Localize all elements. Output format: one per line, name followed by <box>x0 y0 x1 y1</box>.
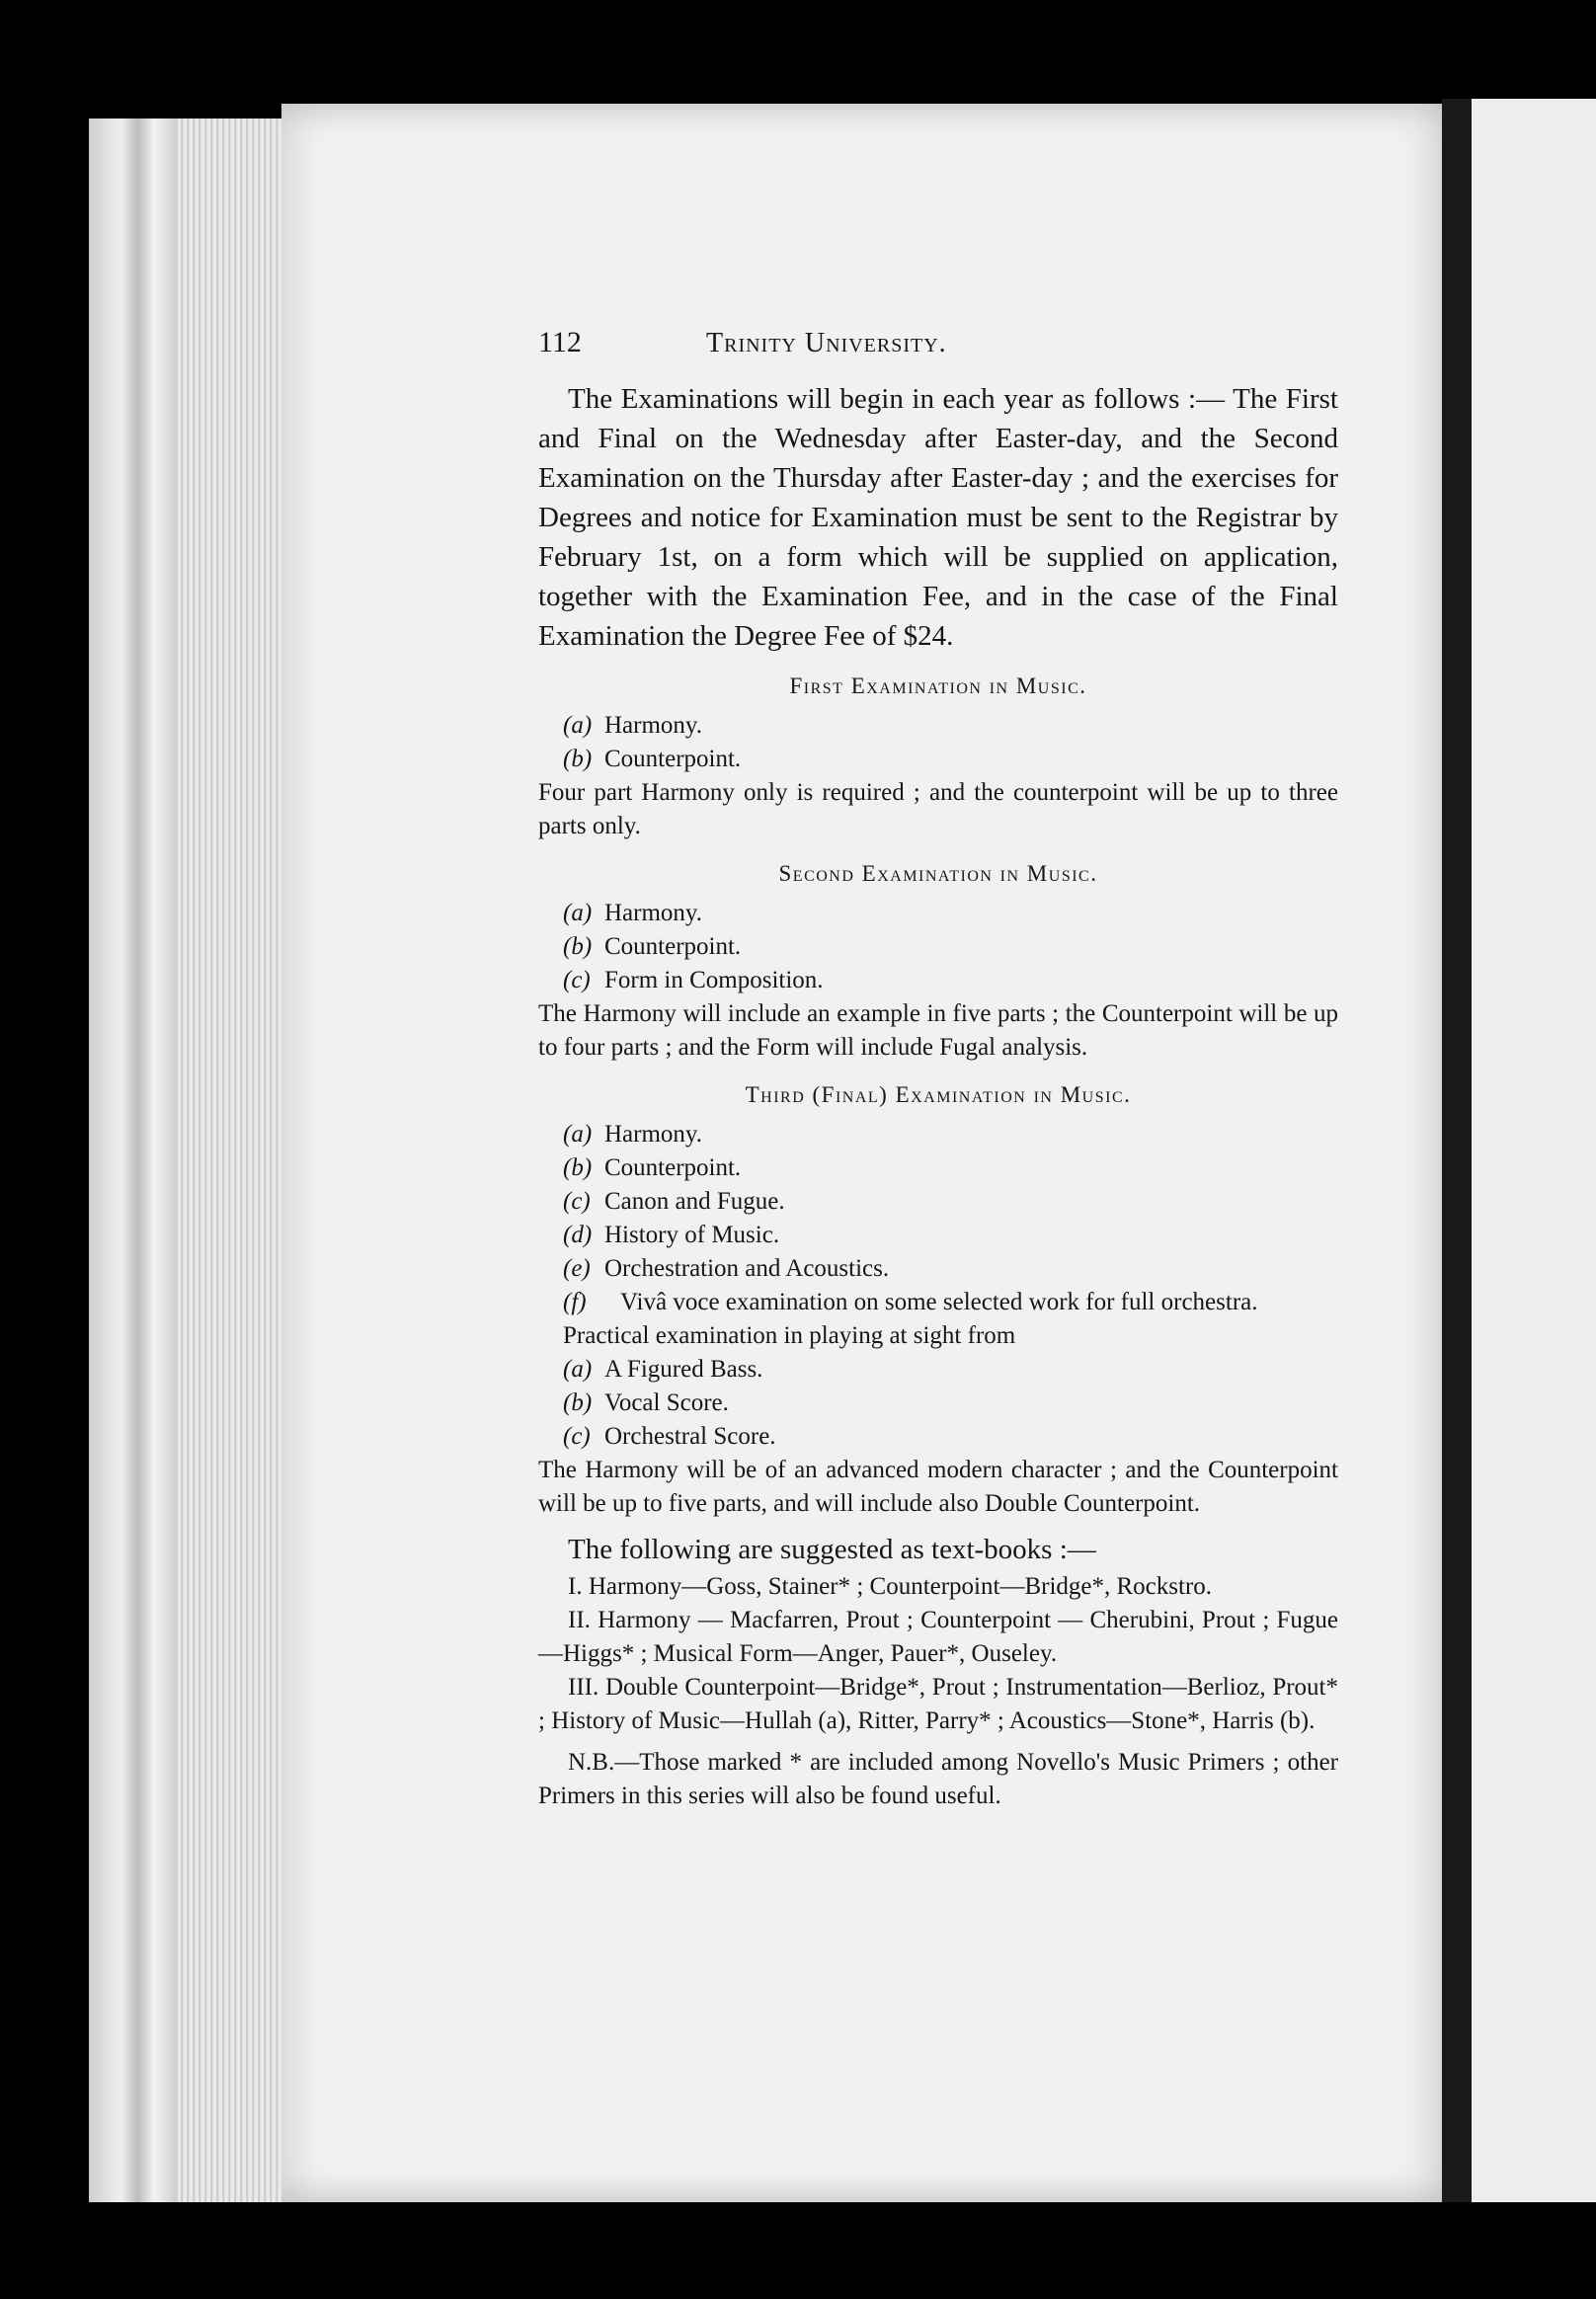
list-item: (c) Orchestral Score. <box>563 1423 776 1450</box>
list-item: (a) Harmony. <box>563 900 703 926</box>
textbook-line: III. Double Counterpoint—Bridge*, Prout ; Instrumentation—Berlioz, Prout* ; History of Music—Hullah (a), Ritter, Parry* ; Acoustics—Stone*, Harris (b). <box>538 1674 1338 1734</box>
list-item: (b) Vocal Score. <box>563 1389 729 1416</box>
textbook-line: I. Harmony—Goss, Stainer* ; Counterpoint—Bridge*, Rockstro. <box>568 1573 1213 1600</box>
section-title-first: First Examination in Music. <box>789 674 1087 698</box>
section-note: The Harmony will include an example in five parts ; the Counterpoint will be up to four parts ; and the Form will include Fugal analysis. <box>538 1000 1338 1061</box>
intro-paragraph: The Examinations will begin in each year as follows :— The First and Final on the Wednesday after Easter-day, and the Second Examination on the Thursday after Easter-day ; and the exercises for Degrees and notice for Examination must be sent to the Registrar by February 1st, on a form which will be supplied on application, together with the Examination Fee, and in the case of the Final Examination the Degree Fee of $24. <box>538 383 1338 652</box>
running-title: Trinity University. <box>706 328 947 358</box>
page-content <box>538 326 1338 1813</box>
book-gutter <box>1442 99 1472 2202</box>
list-item: (b) Counterpoint. <box>563 1154 742 1181</box>
practical-intro: Practical examination in playing at sight from <box>563 1322 1016 1349</box>
running-head <box>538 326 1338 365</box>
list-item: (a) Harmony. <box>563 1121 703 1148</box>
page-number: 112 <box>538 326 582 358</box>
list-item: (c) Form in Composition. <box>563 967 824 993</box>
page-stack-edges <box>178 119 286 2202</box>
textbooks-intro: The following are suggested as text-books :— <box>568 1534 1096 1565</box>
list-item: (a) A Figured Bass. <box>563 1356 763 1383</box>
section-title-second: Second Examination in Music. <box>778 861 1098 886</box>
list-item: (a) Harmony. <box>563 712 703 739</box>
list-item: (b) Counterpoint. <box>563 746 742 772</box>
section-note: The Harmony will be of an advanced modern character ; and the Counterpoint will be up to five parts, and will include also Double Counterpoint. <box>538 1457 1338 1517</box>
textbook-line: II. Harmony — Macfarren, Prout ; Counterpoint — Cherubini, Prout ; Fugue—Higgs* ; Musical Form—Anger, Pauer*, Ouseley. <box>538 1607 1338 1667</box>
nota-bene: N.B.—Those marked * are included among Novello's Music Primers ; other Primers in this series will also be found useful. <box>538 1749 1338 1809</box>
list-item: (d) History of Music. <box>563 1222 780 1248</box>
facing-page-edge <box>1472 99 1596 2202</box>
list-item: (e) Orchestration and Acoustics. <box>563 1255 890 1282</box>
list-item: (f) Vivâ voce examination on some selected work for full orchestra. <box>563 1289 1258 1315</box>
section-title-third: Third (Final) Examination in Music. <box>745 1082 1132 1107</box>
list-item: (c) Canon and Fugue. <box>563 1188 785 1215</box>
section-note: Four part Harmony only is required ; and the counterpoint will be up to three parts only. <box>538 779 1338 839</box>
list-item: (b) Counterpoint. <box>563 933 742 960</box>
